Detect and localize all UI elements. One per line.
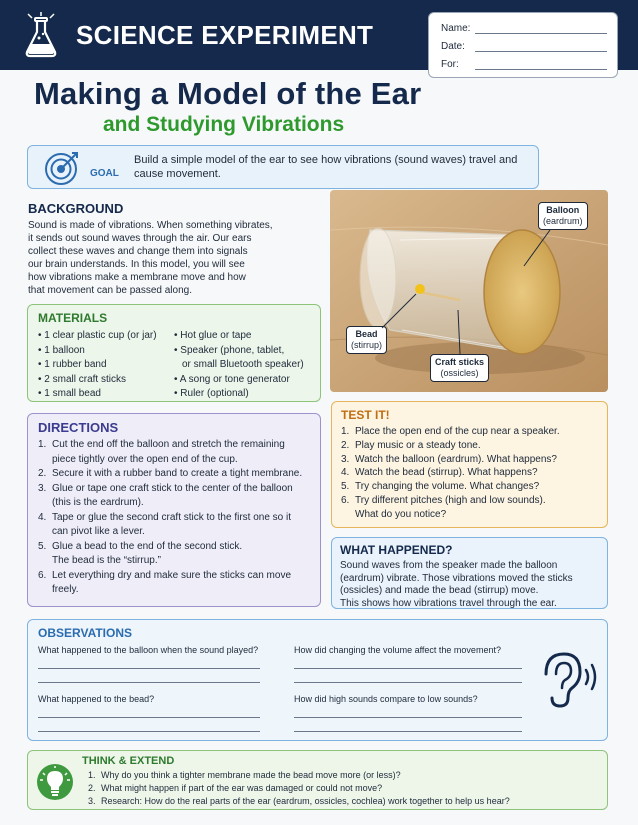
item-number: 1.: [88, 770, 96, 780]
material-item-continuation: or small Bluetooth speaker): [182, 359, 304, 370]
answer-line[interactable]: [294, 668, 522, 669]
step-number: 1.: [341, 426, 350, 437]
materials-heading: MATERIALS: [38, 311, 108, 325]
page-title: Making a Model of the Ear: [34, 76, 422, 111]
header-title: SCIENCE EXPERIMENT: [76, 20, 374, 50]
item-text: Research: How do the real parts of the ear (eardrum, ossicles, cochlea) work together to help us hear?: [101, 796, 510, 806]
think-item: [88, 782, 510, 795]
date-line[interactable]: [475, 51, 607, 52]
step-text: piece tightly over the open end of the cup.: [52, 453, 238, 465]
step-number: 2.: [38, 468, 47, 479]
target-icon: [44, 150, 80, 186]
step-number: 6.: [38, 569, 47, 581]
for-label: For:: [441, 59, 459, 70]
what-happened-line: Sound waves from the speaker made the balloon: [340, 560, 558, 571]
goal-box: [27, 145, 539, 189]
what-happened-text: [340, 560, 604, 610]
material-item: • 2 small craft sticks: [38, 373, 157, 388]
direction-step: [38, 482, 302, 497]
step-number: 5.: [341, 481, 350, 493]
answer-line[interactable]: [294, 717, 522, 718]
goal-label: GOAL: [90, 168, 119, 179]
background-line: our brain understands. In this model, you will see: [28, 259, 245, 270]
direction-step: [38, 438, 302, 453]
test-it-heading: TEST IT!: [341, 408, 390, 422]
background-line: collect these waves and change them into signals: [28, 246, 248, 257]
test-step: [341, 480, 560, 494]
step-text: The bead is the “stirrup.”: [52, 555, 161, 566]
callout-bead-sub: (stirrup): [351, 340, 382, 350]
answer-line[interactable]: [294, 682, 522, 683]
answer-line[interactable]: [38, 682, 260, 683]
direction-step: [38, 569, 302, 584]
material-item: • 1 balloon: [38, 344, 157, 359]
direction-step: [38, 540, 302, 555]
for-line[interactable]: [475, 69, 607, 70]
callout-bead-name: Bead: [355, 329, 378, 339]
item-number: 2.: [88, 783, 96, 793]
what-happened-box: [331, 537, 608, 609]
materials-box: [27, 304, 321, 402]
step-number: 3.: [341, 453, 350, 465]
step-text: Try changing the volume. What changes?: [355, 481, 540, 493]
name-date-box: [428, 12, 618, 78]
step-number: 4.: [38, 511, 47, 523]
step-text: (this is the eardrum).: [52, 497, 144, 508]
background-text: [28, 219, 320, 297]
callout-pointers: [330, 190, 608, 392]
step-text: What do you notice?: [355, 508, 447, 520]
test-step: [341, 466, 560, 480]
step-text: Try different pitches (high and low sounds).: [355, 494, 546, 506]
think-extend-heading: THINK & EXTEND: [82, 755, 175, 767]
step-number: 5.: [38, 540, 47, 552]
test-step: [341, 439, 560, 453]
step-text: Secure it with a rubber band to create a tight membrane.: [52, 468, 303, 479]
item-text: What might happen if part of the ear was damaged or could not move?: [101, 783, 383, 793]
lightbulb-icon: [36, 763, 74, 801]
flask-icon: [24, 12, 58, 58]
material-item: • Hot glue or tape: [174, 329, 304, 344]
step-number: 1.: [38, 439, 47, 450]
background-heading: BACKGROUND: [28, 201, 124, 216]
material-item: • A song or tone generator: [174, 373, 304, 388]
item-number: 3.: [88, 796, 96, 806]
callout-balloon-name: Balloon: [546, 205, 580, 215]
observation-question: What happened to the bead?: [38, 694, 155, 704]
materials-list-right: [174, 329, 304, 402]
background-line: that movement can be passed along.: [28, 285, 192, 296]
test-it-box: [331, 401, 608, 528]
step-number: 4.: [341, 467, 350, 479]
test-step: [341, 453, 560, 467]
directions-box: [27, 413, 321, 607]
name-label: Name:: [441, 23, 471, 34]
answer-line[interactable]: [38, 731, 260, 732]
step-text: Glue a bead to the end of the second stick.: [52, 540, 243, 552]
step-text: Glue or tape one craft stick to the center of the balloon: [52, 482, 293, 494]
direction-step: [38, 511, 302, 526]
item-text: Why do you think a tighter membrane made the bead move more (or less)?: [101, 770, 401, 780]
step-text: Cut the end off the balloon and stretch the remaining: [52, 439, 285, 450]
material-item: • Ruler (optional): [174, 387, 304, 402]
what-happened-line: (eardrum) vibrate. Those vibrations moved the sticks: [340, 572, 573, 584]
callout-balloon-sub: (eardrum): [543, 216, 583, 226]
think-item: [88, 769, 510, 782]
step-text: Place the open end of the cup near a speaker.: [355, 426, 560, 437]
what-happened-heading: WHAT HAPPENED?: [340, 543, 453, 557]
date-label: Date:: [441, 41, 465, 52]
think-item: [88, 795, 510, 808]
step-text: Watch the bead (stirrup). What happens?: [355, 467, 538, 479]
ear-icon: [538, 650, 602, 708]
goal-text: Build a simple model of the ear to see how vibrations (sound waves) travel and cause movement.: [134, 154, 518, 180]
step-number: 2.: [341, 439, 350, 451]
direction-step: [38, 467, 302, 482]
step-text: Play music or a steady tone.: [355, 439, 481, 451]
think-extend-box: [27, 750, 608, 810]
observation-question: How did changing the volume affect the movement?: [294, 645, 501, 655]
step-text: Watch the balloon (eardrum). What happens?: [355, 453, 557, 465]
step-text: freely.: [52, 584, 79, 595]
background-line: Sound is made of vibrations. When something vibrates,: [28, 220, 273, 231]
directions-heading: DIRECTIONS: [38, 420, 119, 435]
callout-sticks-name: Craft sticks: [435, 357, 485, 367]
material-item: • 1 small bead: [38, 387, 157, 402]
material-item: • Speaker (phone, tablet,: [174, 344, 304, 359]
observation-question: How did high sounds compare to low sounds?: [294, 694, 478, 704]
page-subtitle: and Studying Vibrations: [103, 113, 345, 136]
step-text: Tape or glue the second craft stick to the first one so it: [52, 511, 292, 523]
test-it-list: [341, 425, 560, 522]
name-line[interactable]: [475, 33, 607, 34]
answer-line[interactable]: [38, 717, 260, 718]
materials-list-left: [38, 329, 157, 402]
observation-question: What happened to the balloon when the sound played?: [38, 645, 259, 655]
what-happened-line: This shows how vibrations travel through the ear.: [340, 597, 557, 609]
directions-list: [38, 438, 302, 598]
what-happened-line: (ossicles) and made the bead (stirrup) move.: [340, 585, 539, 596]
callout-sticks-sub: (ossicles): [440, 368, 479, 378]
step-number: 3.: [38, 482, 47, 494]
test-step: [341, 425, 560, 439]
material-item: • 1 rubber band: [38, 358, 157, 373]
test-step: [341, 494, 560, 508]
step-text: can pivot like a lever.: [52, 526, 145, 537]
step-text: Let everything dry and make sure the sticks can move: [52, 569, 292, 581]
observations-box: [27, 619, 608, 741]
step-number: 6.: [341, 494, 350, 506]
answer-line[interactable]: [294, 731, 522, 732]
material-item: • 1 clear plastic cup (or jar): [38, 329, 157, 344]
observations-heading: OBSERVATIONS: [38, 626, 133, 640]
ear-model-photo: [330, 190, 608, 392]
background-line: how vibrations make a membrane move and how: [28, 272, 246, 283]
background-line: it sends out sound waves through the air. Our ears: [28, 233, 252, 244]
answer-line[interactable]: [38, 668, 260, 669]
think-extend-list: [88, 769, 510, 808]
